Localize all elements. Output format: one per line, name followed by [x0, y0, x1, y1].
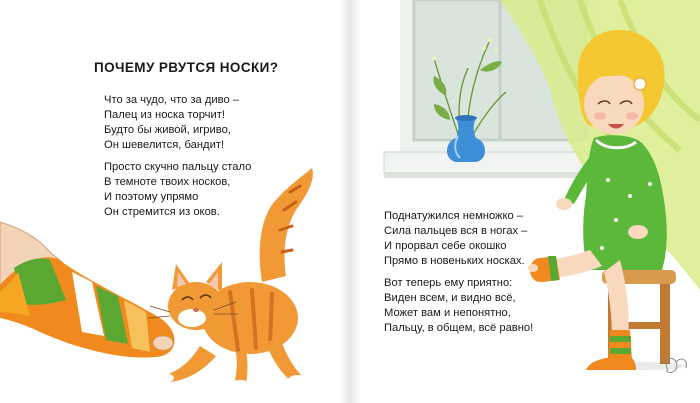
striped-sock [0, 257, 175, 357]
poem-stanza-3 [384, 209, 527, 269]
poem-line: Просто скучно пальцу стало [104, 161, 252, 173]
poem-line: Он шевелится, бандит! [104, 139, 225, 151]
poem-line: Что за чудо, что за диво – [104, 94, 240, 106]
poem-line: Прямо в новеньких носках. [384, 255, 525, 267]
poem-line: Пальцу, в общем, всё равно! [384, 322, 534, 334]
poem-line: В темноте твоих носков, [104, 176, 231, 188]
poem-line: Будто бы живой, игриво, [104, 124, 231, 136]
poem-line: И прорвал себе окошко [384, 240, 507, 252]
poem-line: Сила пальцев вся в ногах – [384, 225, 528, 237]
poem-title: ПОЧЕМУ РВУТСЯ НОСКИ? [94, 60, 279, 75]
poem-line: Виден всем, и видно всё, [384, 292, 516, 304]
poem-stanza-4 [384, 276, 533, 336]
poem-line: Может вам и непонятно, [384, 307, 511, 319]
poem-line: Вот теперь ему приятно: [384, 277, 513, 289]
poem-stanza-1 [104, 93, 239, 153]
right-page [350, 0, 700, 403]
poem-line: И поэтому упрямо [104, 191, 199, 203]
poem-line: Он стремится из оков. [104, 206, 220, 218]
poem-stanza-2 [104, 160, 251, 220]
girl-window-illustration [350, 0, 700, 403]
toe [153, 336, 173, 350]
poem-line: Палец из носка торчит! [104, 109, 225, 121]
poem-line: Поднатужился немножко – [384, 210, 524, 222]
book-gutter-shadow [340, 0, 360, 403]
